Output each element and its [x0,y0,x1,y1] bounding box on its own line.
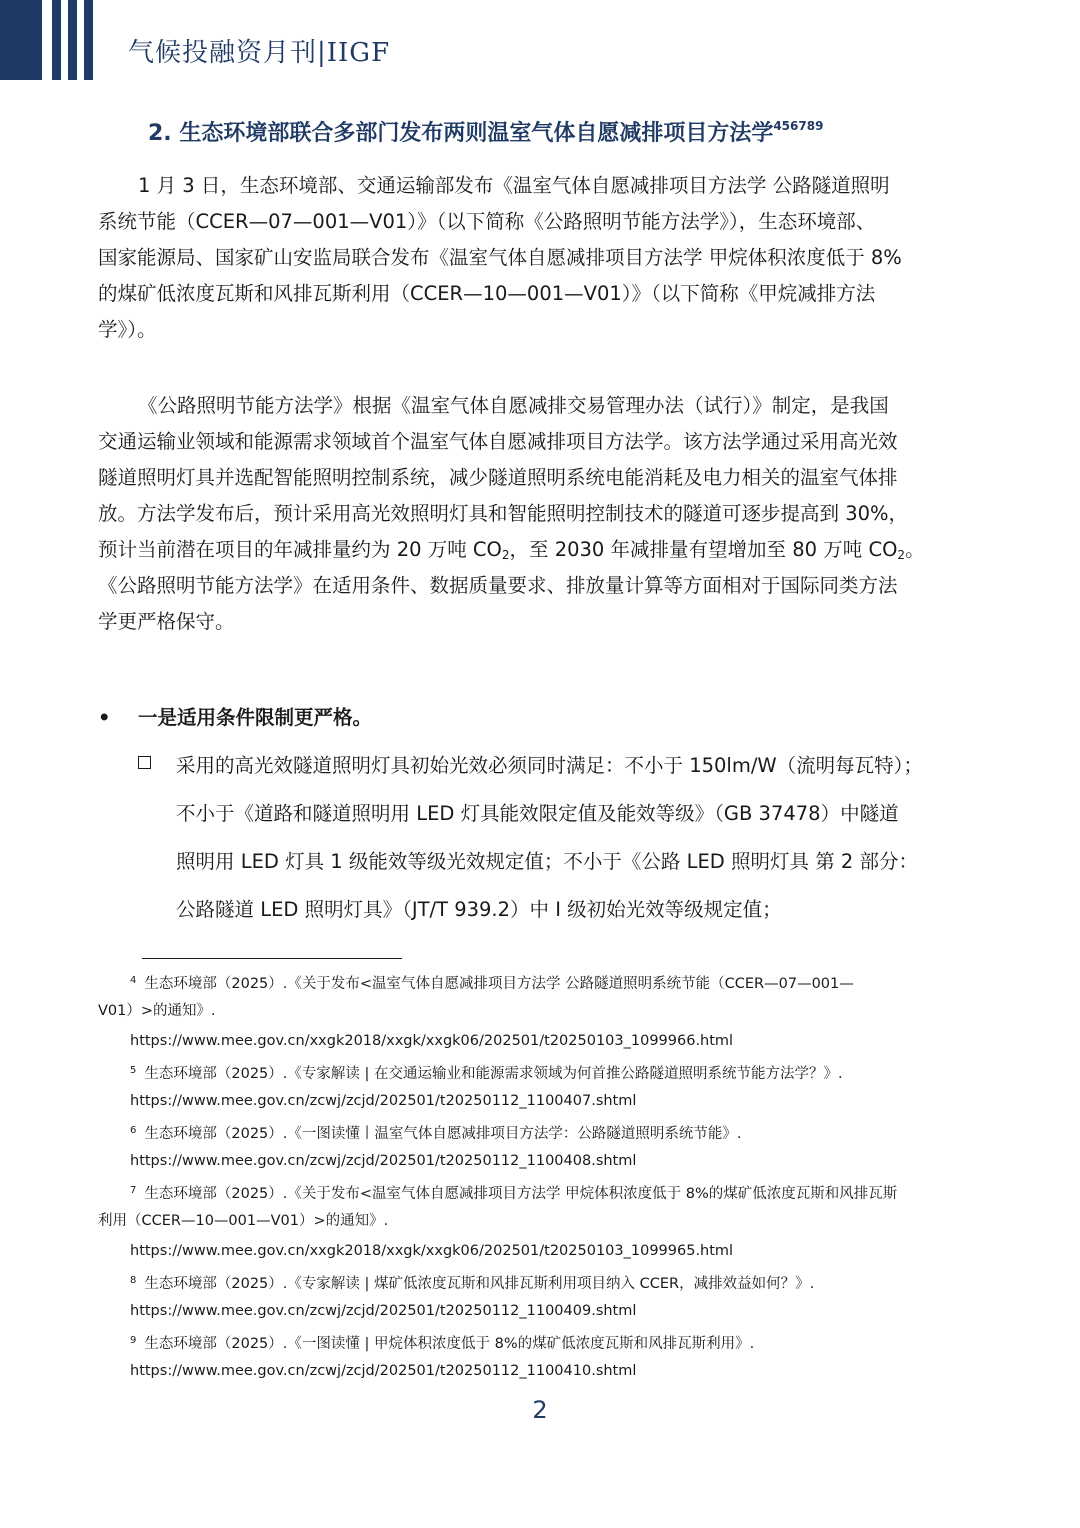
header-stripe-decoration [52,0,61,80]
footnote-text: 生态环境部（2025）.《关于发布<温室气体自愿减排项目方法学 甲烷体积浓度低于 8%的煤矿低浓度瓦斯和风排瓦斯 [144,1186,898,1202]
bullet-text: 一是适用条件限制更严格。 [138,706,373,729]
footnote-text: 生态环境部（2025）.《一图读懂丨温室气体自愿减排项目方法学：公路隧道照明系统节能》. [144,1126,742,1142]
page-header [0,0,1080,90]
footnote-text: 生态环境部（2025）.《关于发布<温室气体自愿减排项目方法学 公路隧道照明系统节能（CCER—07—001— [144,976,854,992]
item-line: 照明用 LED 灯具 1 级能效等级光效规定值；不小于《公路 LED 照明灯具 第 2 部分： [176,850,919,873]
paragraph-line: 学》）。 [98,318,157,341]
footnote-number: 6 [130,1125,137,1136]
paragraph-line: 学更严格保守。 [98,610,235,633]
paragraph-line: 《公路照明节能方法学》根据《温室气体自愿减排交易管理办法（试行）》制定，是我国 [138,394,889,417]
footnote-url-link[interactable]: https://www.mee.gov.cn/zcwj/zcjd/202501/t20250112_1100408.shtml [130,1153,637,1169]
footnote-9 [98,1326,988,1356]
header-stripe-decoration [68,0,77,80]
paragraph-line: 《公路照明节能方法学》在适用条件、数据质量要求、排放量计算等方面相对于国际同类方法 [98,574,898,597]
co2-text-b: ，至 2030 年减排量有望增加至 80 万吨 CO [509,538,898,561]
footnote-5 [98,1056,988,1086]
header-block-decoration [0,0,42,80]
footnote-6 [98,1116,988,1146]
co2-subscript: 2 [897,548,906,562]
section-heading [148,116,823,147]
footnote-text-cont: V01）>的通知》. [98,1003,216,1019]
footnote-4 [98,966,988,996]
footnote-number: 4 [130,975,137,986]
footnote-divider [142,958,402,959]
footnote-url-link[interactable]: https://www.mee.gov.cn/xxgk2018/xxgk/xxgk06/202501/t20250103_1099965.html [130,1243,734,1259]
footnote-url-link[interactable]: https://www.mee.gov.cn/zcwj/zcjd/202501/t20250112_1100409.shtml [130,1303,637,1319]
footnote-number: 5 [130,1065,137,1076]
footnote-text-cont: 利用（CCER—10—001—V01）>的通知》. [98,1213,389,1229]
bullet-dot-icon: • [98,706,111,729]
paragraph-1 [98,168,982,348]
paragraph-line: 国家能源局、国家矿山安监局联合发布《温室气体自愿减排项目方法学 甲烷体积浓度低于 8% [98,246,902,269]
footnote-url-link[interactable]: https://www.mee.gov.cn/zcwj/zcjd/202501/t20250112_1100410.shtml [130,1363,637,1379]
co2-text-a: 预计当前潜在项目的年减排量约为 20 万吨 CO [98,538,502,561]
footnote-refs: 456789 [773,118,824,133]
co2-text-c: 。 [905,538,925,561]
header-stripe-decoration [84,0,93,80]
paragraph-2 [98,388,982,640]
footnote-url-link[interactable]: https://www.mee.gov.cn/zcwj/zcjd/202501/t20250112_1100407.shtml [130,1093,637,1109]
item-line: 不小于《道路和隧道照明用 LED 灯具能效限定值及能效等级》（GB 37478）中隧道 [176,802,899,825]
footnote-text: 生态环境部（2025）.《专家解读 | 煤矿低浓度瓦斯和风排瓦斯利用项目纳入 CCER，减排效益如何？》. [144,1276,815,1292]
footnote-7 [98,1176,988,1206]
paragraph-line: 交通运输业领域和能源需求领域首个温室气体自愿减排项目方法学。该方法学通过采用高光效 [98,430,898,453]
paragraph-line: 的煤矿低浓度瓦斯和风排瓦斯利用（CCER—10—001—V01）》（以下简称《甲烷减排方法 [98,282,876,305]
footnote-text: 生态环境部（2025）.《专家解读 | 在交通运输业和能源需求领域为何首推公路隧道照明系统节能方法学？》. [144,1066,843,1082]
paragraph-line: 放。方法学发布后，预计采用高光效照明灯具和智能照明控制技术的隧道可逐步提高到 30%， [98,502,909,525]
footnote-number: 8 [130,1275,137,1286]
section-heading-text: 2. 生态环境部联合多部门发布两则温室气体自愿减排项目方法学 [148,121,774,146]
footnote-number: 9 [130,1335,137,1346]
footnote-number: 7 [130,1185,137,1196]
footnotes [98,966,988,1386]
paragraph-line: 1 月 3 日，生态环境部、交通运输部发布《温室气体自愿减排项目方法学 公路隧道照明 [138,174,890,197]
publication-title: 气候投融资月刊|IIGF [128,38,391,68]
footnote-text: 生态环境部（2025）.《一图读懂 | 甲烷体积浓度低于 8%的煤矿低浓度瓦斯和风排瓦斯利用》. [144,1336,755,1352]
paragraph-line: 隧道照明灯具并选配智能照明控制系统，减少隧道照明系统电能消耗及电力相关的温室气体排 [98,466,898,489]
footnote-8 [98,1266,988,1296]
square-bullet-icon [138,756,151,769]
checkbox-item-text [176,742,996,934]
co2-subscript: 2 [501,548,510,562]
item-line: 采用的高光效隧道照明灯具初始光效必须同时满足：不小于 150lm/W（流明每瓦特）； [176,754,923,777]
page-number: 2 [532,1396,548,1424]
footnote-url-link[interactable]: https://www.mee.gov.cn/xxgk2018/xxgk/xxgk06/202501/t20250103_1099966.html [130,1033,734,1049]
paragraph-line: 系统节能（CCER—07—001—V01）》（以下简称《公路照明节能方法学》），生态环境部、 [98,210,876,233]
paragraph-line-co2 [98,532,982,568]
item-line: 公路隧道 LED 照明灯具》（JT/T 939.2）中 I 级初始光效等级规定值； [176,898,782,921]
bullet-item [98,700,372,736]
